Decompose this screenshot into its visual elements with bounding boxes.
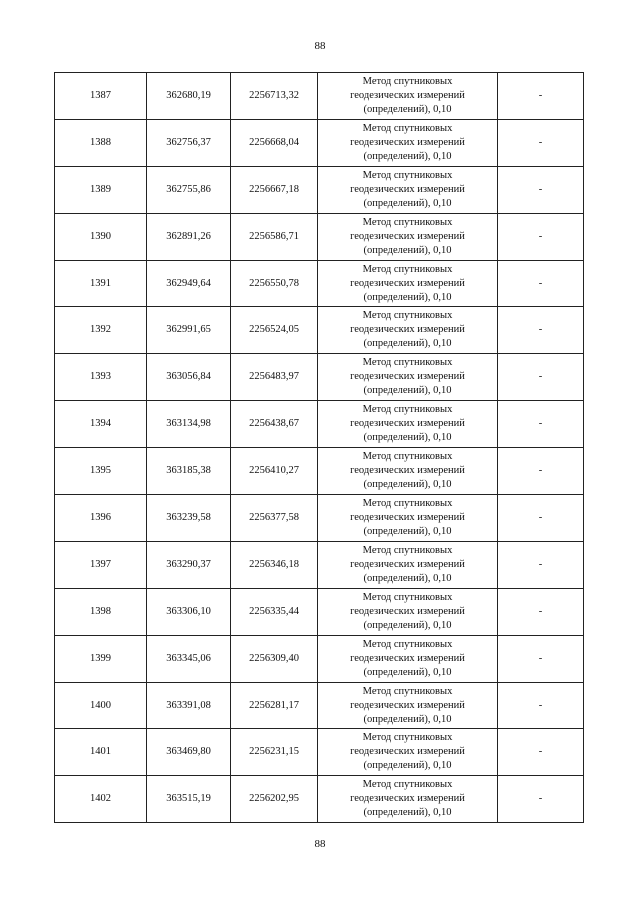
x-coordinate-cell: 362991,65 bbox=[147, 307, 231, 354]
table-row bbox=[55, 166, 584, 213]
method-cell bbox=[318, 541, 498, 588]
table-row bbox=[55, 729, 584, 776]
table-row bbox=[55, 588, 584, 635]
x-coordinate-cell: 363345,06 bbox=[147, 635, 231, 682]
point-number-cell: 1398 bbox=[55, 588, 147, 635]
point-number-cell: 1396 bbox=[55, 495, 147, 542]
point-number-cell: 1392 bbox=[55, 307, 147, 354]
method-text-line: геодезических измерений bbox=[350, 746, 465, 758]
x-coordinate-cell: 363056,84 bbox=[147, 354, 231, 401]
y-coordinate-cell: 2256438,67 bbox=[231, 401, 318, 448]
method-cell bbox=[318, 213, 498, 260]
table-row bbox=[55, 354, 584, 401]
x-coordinate-cell: 362755,86 bbox=[147, 166, 231, 213]
x-coordinate-cell: 362891,26 bbox=[147, 213, 231, 260]
method-text-line: геодезических измерений bbox=[350, 89, 465, 101]
point-number-cell: 1389 bbox=[55, 166, 147, 213]
method-cell bbox=[318, 495, 498, 542]
x-coordinate-cell: 363185,38 bbox=[147, 448, 231, 495]
point-number-cell: 1388 bbox=[55, 119, 147, 166]
y-coordinate-cell: 2256668,04 bbox=[231, 119, 318, 166]
method-text-line: Метод спутниковых bbox=[362, 497, 453, 509]
method-cell bbox=[318, 73, 498, 120]
method-text-line: (определений), 0,10 bbox=[363, 197, 452, 209]
method-cell bbox=[318, 401, 498, 448]
table-row bbox=[55, 401, 584, 448]
method-text-line: геодезических измерений bbox=[350, 324, 465, 336]
table-row bbox=[55, 73, 584, 120]
method-text-line: Метод спутниковых bbox=[362, 732, 453, 744]
x-coordinate-cell: 362949,64 bbox=[147, 260, 231, 307]
y-coordinate-cell: 2256524,05 bbox=[231, 307, 318, 354]
x-coordinate-cell: 363391,08 bbox=[147, 682, 231, 729]
note-cell: - bbox=[498, 119, 584, 166]
method-text-line: (определений), 0,10 bbox=[363, 807, 452, 819]
note-cell: - bbox=[498, 73, 584, 120]
method-text-line: Метод спутниковых bbox=[362, 404, 453, 416]
method-text-line: Метод спутниковых bbox=[362, 779, 453, 791]
table-row bbox=[55, 495, 584, 542]
table-row bbox=[55, 119, 584, 166]
note-cell: - bbox=[498, 682, 584, 729]
method-text-line: (определений), 0,10 bbox=[363, 244, 452, 256]
note-cell: - bbox=[498, 307, 584, 354]
method-text-line: Метод спутниковых bbox=[362, 591, 453, 603]
x-coordinate-cell: 363306,10 bbox=[147, 588, 231, 635]
method-cell bbox=[318, 119, 498, 166]
method-text-line: геодезических измерений bbox=[350, 465, 465, 477]
method-text-line: геодезических измерений bbox=[350, 230, 465, 242]
method-text-line: геодезических измерений bbox=[350, 371, 465, 383]
page-number-bottom: 88 bbox=[314, 838, 326, 850]
method-text-line: геодезических измерений bbox=[350, 418, 465, 430]
table-row bbox=[55, 307, 584, 354]
method-text-line: геодезических измерений bbox=[350, 652, 465, 664]
method-text-line: Метод спутниковых bbox=[362, 357, 453, 369]
point-number-cell: 1390 bbox=[55, 213, 147, 260]
method-text-line: Метод спутниковых bbox=[362, 216, 453, 228]
method-cell bbox=[318, 354, 498, 401]
method-text-line: геодезических измерений bbox=[350, 511, 465, 523]
method-cell bbox=[318, 588, 498, 635]
method-cell bbox=[318, 260, 498, 307]
method-cell bbox=[318, 635, 498, 682]
note-cell: - bbox=[498, 166, 584, 213]
note-cell: - bbox=[498, 260, 584, 307]
x-coordinate-cell: 363134,98 bbox=[147, 401, 231, 448]
coordinates-table-body bbox=[55, 73, 584, 823]
y-coordinate-cell: 2256410,27 bbox=[231, 448, 318, 495]
table-row bbox=[55, 541, 584, 588]
method-text-line: (определений), 0,10 bbox=[363, 150, 452, 162]
method-text-line: (определений), 0,10 bbox=[363, 713, 452, 725]
method-text-line: (определений), 0,10 bbox=[363, 760, 452, 772]
note-cell: - bbox=[498, 541, 584, 588]
x-coordinate-cell: 363515,19 bbox=[147, 776, 231, 823]
table-row bbox=[55, 448, 584, 495]
method-text-line: геодезических измерений bbox=[350, 277, 465, 289]
y-coordinate-cell: 2256667,18 bbox=[231, 166, 318, 213]
point-number-cell: 1399 bbox=[55, 635, 147, 682]
note-cell: - bbox=[498, 495, 584, 542]
method-cell bbox=[318, 307, 498, 354]
method-text-line: (определений), 0,10 bbox=[363, 432, 452, 444]
method-text-line: Метод спутниковых bbox=[362, 263, 453, 275]
method-text-line: (определений), 0,10 bbox=[363, 525, 452, 537]
method-text-line: Метод спутниковых bbox=[362, 638, 453, 650]
y-coordinate-cell: 2256346,18 bbox=[231, 541, 318, 588]
method-text-line: (определений), 0,10 bbox=[363, 666, 452, 678]
x-coordinate-cell: 362680,19 bbox=[147, 73, 231, 120]
y-coordinate-cell: 2256713,32 bbox=[231, 73, 318, 120]
point-number-cell: 1402 bbox=[55, 776, 147, 823]
method-text-line: геодезических измерений bbox=[350, 699, 465, 711]
method-text-line: (определений), 0,10 bbox=[363, 385, 452, 397]
point-number-cell: 1397 bbox=[55, 541, 147, 588]
method-cell bbox=[318, 776, 498, 823]
point-number-cell: 1401 bbox=[55, 729, 147, 776]
note-cell: - bbox=[498, 354, 584, 401]
note-cell: - bbox=[498, 401, 584, 448]
y-coordinate-cell: 2256202,95 bbox=[231, 776, 318, 823]
table-row bbox=[55, 260, 584, 307]
method-text-line: геодезических измерений bbox=[350, 183, 465, 195]
y-coordinate-cell: 2256377,58 bbox=[231, 495, 318, 542]
table-row bbox=[55, 213, 584, 260]
note-cell: - bbox=[498, 448, 584, 495]
method-text-line: Метод спутниковых bbox=[362, 169, 453, 181]
y-coordinate-cell: 2256550,78 bbox=[231, 260, 318, 307]
x-coordinate-cell: 363469,80 bbox=[147, 729, 231, 776]
note-cell: - bbox=[498, 635, 584, 682]
point-number-cell: 1393 bbox=[55, 354, 147, 401]
coordinates-table bbox=[54, 72, 584, 823]
method-text-line: Метод спутниковых bbox=[362, 451, 453, 463]
note-cell: - bbox=[498, 776, 584, 823]
method-text-line: Метод спутниковых bbox=[362, 544, 453, 556]
method-text-line: Метод спутниковых bbox=[362, 122, 453, 134]
point-number-cell: 1394 bbox=[55, 401, 147, 448]
method-text-line: геодезических измерений bbox=[350, 605, 465, 617]
point-number-cell: 1391 bbox=[55, 260, 147, 307]
table-row bbox=[55, 682, 584, 729]
method-text-line: (определений), 0,10 bbox=[363, 619, 452, 631]
note-cell: - bbox=[498, 213, 584, 260]
note-cell: - bbox=[498, 729, 584, 776]
page-number-top: 88 bbox=[314, 40, 326, 52]
method-cell bbox=[318, 682, 498, 729]
table-row bbox=[55, 776, 584, 823]
method-text-line: Метод спутниковых bbox=[362, 75, 453, 87]
table-row bbox=[55, 635, 584, 682]
method-text-line: (определений), 0,10 bbox=[363, 572, 452, 584]
y-coordinate-cell: 2256586,71 bbox=[231, 213, 318, 260]
method-text-line: Метод спутниковых bbox=[362, 685, 453, 697]
method-cell bbox=[318, 729, 498, 776]
method-text-line: геодезических измерений bbox=[350, 558, 465, 570]
y-coordinate-cell: 2256335,44 bbox=[231, 588, 318, 635]
y-coordinate-cell: 2256231,15 bbox=[231, 729, 318, 776]
method-text-line: (определений), 0,10 bbox=[363, 338, 452, 350]
point-number-cell: 1400 bbox=[55, 682, 147, 729]
y-coordinate-cell: 2256483,97 bbox=[231, 354, 318, 401]
point-number-cell: 1387 bbox=[55, 73, 147, 120]
method-text-line: Метод спутниковых bbox=[362, 310, 453, 322]
y-coordinate-cell: 2256281,17 bbox=[231, 682, 318, 729]
x-coordinate-cell: 362756,37 bbox=[147, 119, 231, 166]
method-text-line: геодезических измерений bbox=[350, 793, 465, 805]
x-coordinate-cell: 363239,58 bbox=[147, 495, 231, 542]
y-coordinate-cell: 2256309,40 bbox=[231, 635, 318, 682]
method-text-line: (определений), 0,10 bbox=[363, 103, 452, 115]
method-text-line: геодезических измерений bbox=[350, 136, 465, 148]
method-text-line: (определений), 0,10 bbox=[363, 479, 452, 491]
method-cell bbox=[318, 166, 498, 213]
method-text-line: (определений), 0,10 bbox=[363, 291, 452, 303]
x-coordinate-cell: 363290,37 bbox=[147, 541, 231, 588]
note-cell: - bbox=[498, 588, 584, 635]
point-number-cell: 1395 bbox=[55, 448, 147, 495]
method-cell bbox=[318, 448, 498, 495]
